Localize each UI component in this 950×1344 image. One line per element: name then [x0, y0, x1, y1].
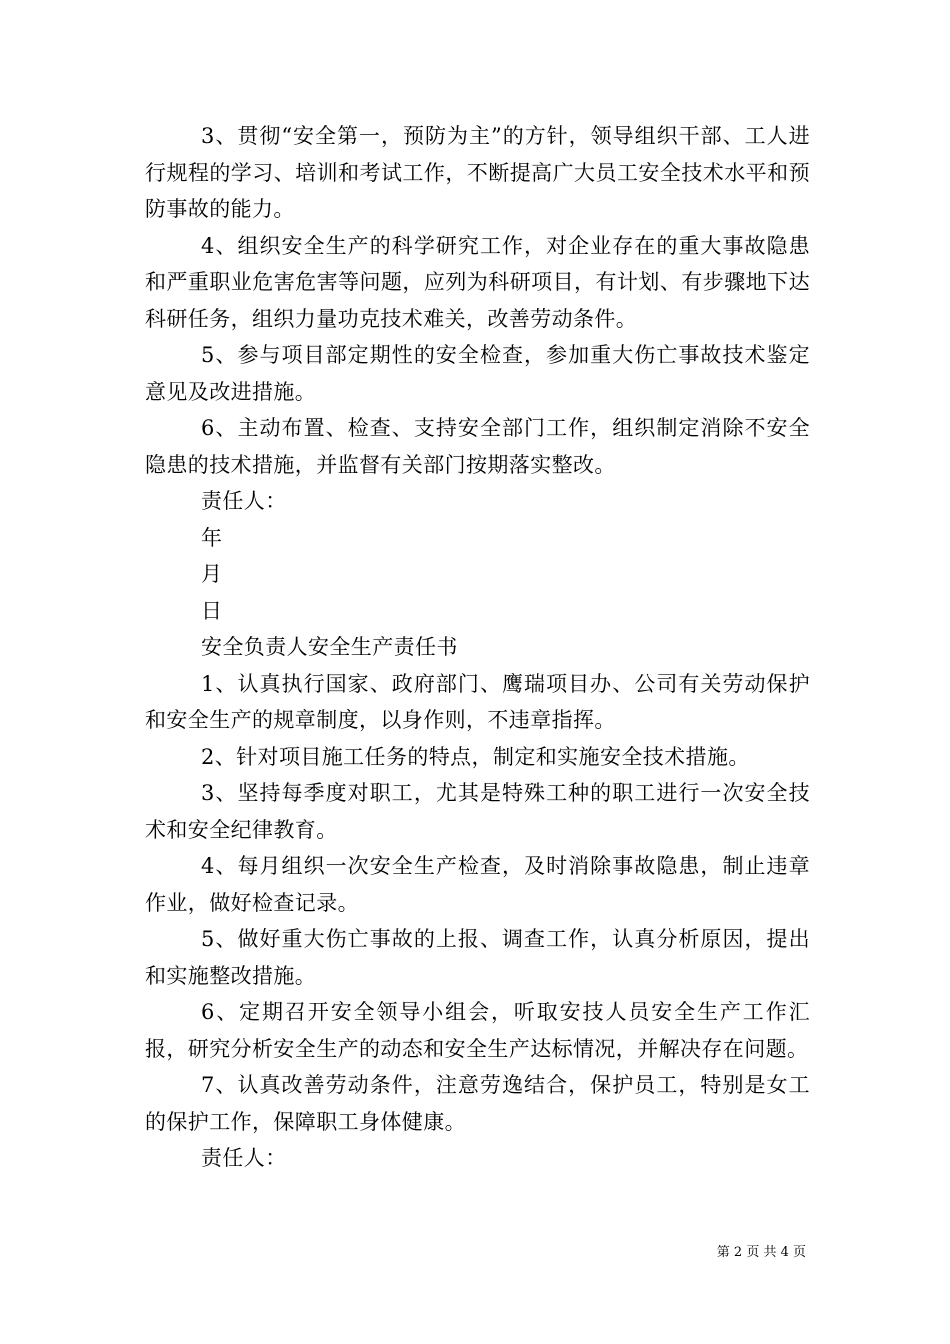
paragraph-item-4-monthly-inspection: 4、每月组织一次安全生产检查，及时消除事故隐患，制止违章作业，做好检查记录。: [145, 854, 810, 915]
paragraph-item-3-implement-policy: 3、贯彻“安全第一，预防为主”的方针，领导组织干部、工人进行规程的学习、培训和考试工作，不断提高广大员工安全技术水平和预防事故的能力。: [145, 124, 810, 221]
paragraph-item-2-technical-measures: 2、针对项目施工任务的特点，制定和实施安全技术措施。: [201, 744, 750, 769]
responsible-person-label: 责任人：: [201, 489, 287, 513]
section-title: 安全负责人安全生产责任书: [201, 635, 458, 659]
date-day-label: 日: [201, 598, 223, 623]
paragraph-item-4-research: 4、组织安全生产的科学研究工作，对企业存在的重大事故隐患和严重职业危害危害等问题，应列为科研项目，有计划、有步骤地下达科研任务，组织力量功克技术难关，改善劳动条件。: [145, 233, 810, 331]
paragraph-item-6-leadership-meeting: 6、定期召开安全领导小组会，听取安技人员安全生产工作汇报，研究分析安全生产的动态和安全生产达标情况，并解决存在问题。: [145, 1000, 810, 1061]
paragraph-item-5-accident-reporting: 5、做好重大伤亡事故的上报、调查工作，认真分析原因，提出和实施整改措施。: [145, 927, 810, 988]
paragraph-item-1-regulations: 1、认真执行国家、政府部门、鹰瑞项目办、公司有关劳动保护和安全生产的规章制度，以身作则，不违章指挥。: [145, 671, 810, 732]
paragraph-item-7-working-conditions: 7、认真改善劳动条件，注意劳逸结合，保护员工，特别是女工的保护工作，保障职工身体健康。: [145, 1073, 810, 1134]
paragraph-item-6-safety-department: 6、主动布置、检查、支持安全部门工作，组织制定消除不安全隐患的技术措施，并监督有关部门按期落实整改。: [145, 416, 810, 477]
responsible-person-label-2: 责任人：: [201, 1146, 287, 1170]
paragraph-item-5-inspection: 5、参与项目部定期性的安全检查，参加重大伤亡事故技术鉴定意见及改进措施。: [145, 343, 810, 404]
page-number-footer: 第 2 页 共 4 页: [716, 1245, 806, 1260]
paragraph-item-3-education: 3、坚持每季度对职工，尤其是特殊工种的职工进行一次安全技术和安全纪律教育。: [145, 781, 810, 842]
date-month-label: 月: [201, 562, 223, 586]
date-year-label: 年: [201, 525, 223, 550]
document-body: [145, 118, 810, 1177]
